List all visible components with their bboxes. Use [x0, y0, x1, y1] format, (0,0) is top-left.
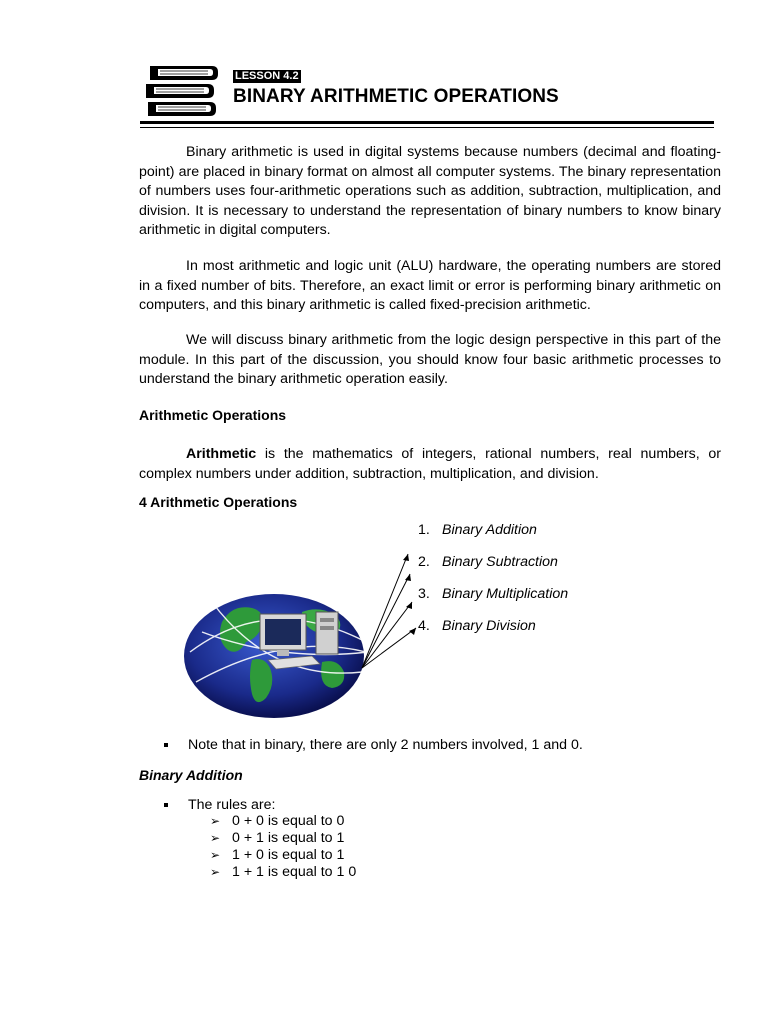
section-heading-four-operations: 4 Arithmetic Operations: [139, 494, 298, 510]
operation-item-subtraction: 2. Binary Subtraction: [418, 554, 558, 570]
paragraph-discussion: We will discuss binary arithmetic from the logic design perspective in this part of the module. In this part of the discussion, you should know four basic arithmetic processes to understand the binary arithmetic operation easily.: [139, 332, 721, 387]
operation-item-division: 4. Binary Division: [418, 618, 536, 634]
bullet-square-icon: [164, 743, 168, 747]
rules-intro-text: The rules are:: [187, 797, 276, 813]
header-divider-thin: [140, 127, 714, 128]
rule-item: ➢ 0 + 0 is equal to 0: [210, 813, 345, 829]
rule-item: ➢ 1 + 0 is equal to 1: [210, 847, 345, 863]
paragraph-alu: In most arithmetic and logic unit (ALU) hardware, the operating numbers are stored in a fixed number of bits. Therefore, an exact limit or error is performing binary arithmetic on computers, and this binary arithmetic is called fixed-precision arithmetic.: [139, 258, 721, 313]
term-arithmetic: Arithmetic: [186, 446, 257, 462]
arrowhead-bullet-icon: ➢: [210, 831, 221, 845]
note-bullet: [164, 737, 583, 753]
header-divider: [140, 121, 714, 124]
definition-text: is the mathematics of integers, rational numbers, real numbers, or complex numbers under addition, subtraction, multiplication, and division.: [139, 446, 721, 482]
rule-item: ➢ 0 + 1 is equal to 1: [210, 830, 345, 846]
section-heading-binary-addition: Binary Addition: [139, 767, 243, 783]
note-text: Note that in binary, there are only 2 numbers involved, 1 and 0.: [187, 737, 583, 753]
stack-of-books-icon: [146, 62, 218, 118]
operation-item-addition: 1. Binary Addition: [418, 522, 537, 538]
paragraph-arithmetic-definition: [139, 445, 721, 484]
rule-item: ➢ 1 + 1 is equal to 1 0: [210, 864, 357, 880]
lesson-label: LESSON 4.2: [235, 70, 299, 82]
computer-on-globe-icon: [182, 542, 422, 722]
paragraph-intro: Binary arithmetic is used in digital systems because numbers (decimal and floating-point) are placed in binary format on almost all computer systems. The binary representation of numbers uses four-arithmetic operations such as addition, subtraction, multiplication, and division. It is necessary to understand the representation of binary numbers to know binary arithmetic in digital computers.: [139, 144, 721, 238]
arrowhead-bullet-icon: ➢: [210, 848, 221, 862]
bullet-square-icon: [164, 803, 168, 807]
arrowhead-bullet-icon: ➢: [210, 865, 221, 879]
section-heading-arithmetic-operations: Arithmetic Operations: [139, 407, 287, 423]
rules-intro-bullet: [164, 797, 275, 813]
page-title: BINARY ARITHMETIC OPERATIONS: [233, 86, 559, 107]
operation-item-multiplication: 3. Binary Multiplication: [418, 586, 569, 602]
arrowhead-bullet-icon: ➢: [210, 814, 221, 828]
